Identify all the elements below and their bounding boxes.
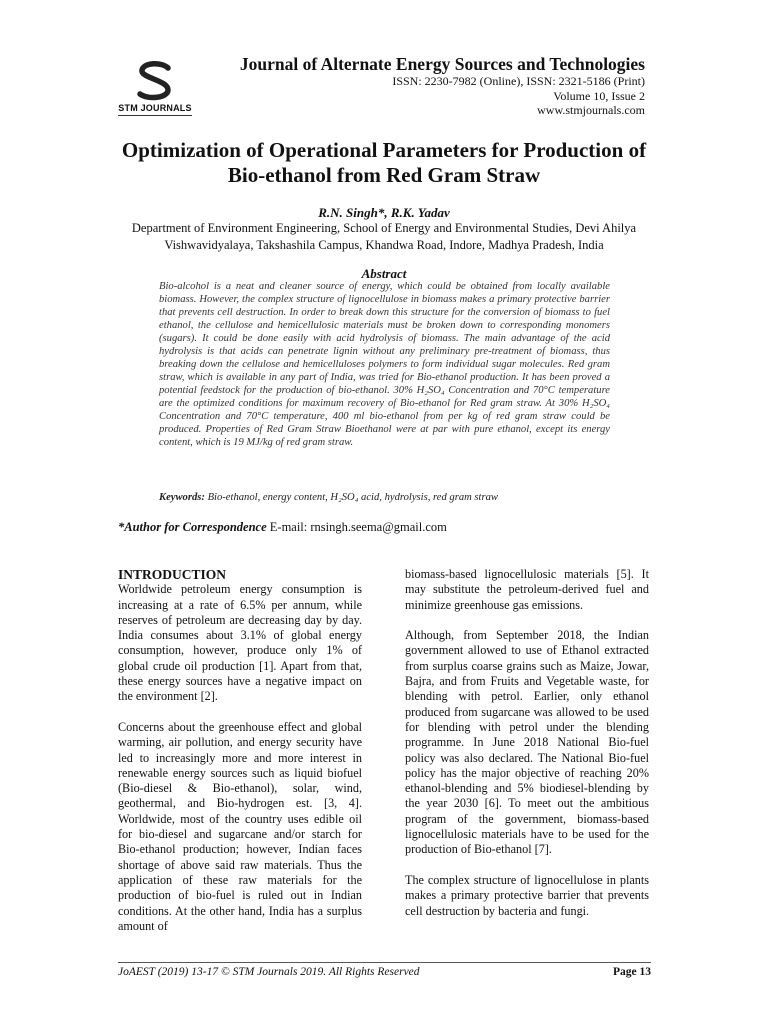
section-heading-introduction: INTRODUCTION xyxy=(118,567,227,582)
stm-s-logo-icon xyxy=(132,60,178,102)
logo-rule xyxy=(118,115,192,116)
paper-title xyxy=(100,138,668,188)
abstract-heading: Abstract xyxy=(361,266,407,281)
journal-volume: Volume 10, Issue 2 xyxy=(553,88,645,103)
journal-website[interactable]: www.stmjournals.com xyxy=(537,103,645,117)
paragraph: Worldwide petroleum energy consumption is increasing at a rate of 6.5% per annum, while reserves of petroleum are decreasing day by day. India consumes about 3.1% of global energy consumption, however, produce only 1% of global crude oil production [1]. Apart from that, these energy sources have a negative impact on the environment [2]. xyxy=(118,582,362,704)
affiliation-line-1: Department of Environment Engineering, School of Energy and Environmental Studies, Devi Ahilya xyxy=(131,221,637,235)
affiliation-line-2: Vishwavidyalaya, Takshashila Campus, Khandwa Road, Indore, Madhya Pradesh, India xyxy=(164,237,604,252)
left-column xyxy=(118,567,362,949)
keywords-text: Bio-ethanol, energy content, H₂SO₄ acid, hydrolysis, red gram straw xyxy=(207,492,498,503)
footer-copyright: JoAEST (2019) 13-17 © STM Journals 2019. All Rights Reserved xyxy=(118,966,420,978)
correspondence-label: *Author for Correspondence xyxy=(118,520,267,534)
page-number: Page 13 xyxy=(612,966,651,978)
paragraph: The complex structure of lignocellulose in plants makes a primary protective barrier that prevents cell destruction by bacteria and fungi. xyxy=(405,872,649,918)
abstract-text: Bio-alcohol is a neat and cleaner source of energy, which could be obtained from locally available biomass. However, the complex structure of lignocellulose in biomass makes a primary protective barrier that prevents cell destruction. In order to break down this structure for the conversion of biomass to fuel ethanol, the cellulose and hemicellulosic materials must be broken down to corresponding monomers (sugars). It could be done easily with acid hydrolysis of biomass. The main advantage of the acid hydrolysis is that acids can penetrate lignin without any preliminary pre-treatment of biomass, thus breaking down the cellulose and hemicelluloses polymers to form individual sugar molecules. Red gram straw, which is available in any part of India, was tried for Bio-ethanol production. It has been proved a potential feedstock for the production of bio-ethanol. 30% H₂SO₄ Concentration and 70°C temperature are the optimized conditions for maximum recovery of Bio-ethanol for Red gram straw. At 30% H₂SO₄ Concentration and 70°C temperature, 400 ml bio-ethanol from per kg of red gram straw could be produced. Properties of Red Gram Straw Bioethanol were at par with pure ethanol, except its energy content, which is 19 MJ/kg of red gram straw. xyxy=(159,281,610,448)
journal-issn: ISSN: 2230-7982 (Online), ISSN: 2321-5186 (Print) xyxy=(392,74,645,88)
correspondence xyxy=(118,520,447,535)
paper-title-line-1: Optimization of Operational Parameters for Production of xyxy=(121,138,647,162)
journal-meta xyxy=(392,74,645,118)
paragraph: biomass-based lignocellulosic materials [5]. It may substitute the petroleum-derived fuel and minimize greenhouse gas emissions. xyxy=(405,567,649,612)
paragraph: Although, from September 2018, the Indian government allowed to use of Ethanol extracted from surplus coarse grains such as Maize, Jowar, Bajra, and from Fruits and Vegetable waste, for blending with petrol. Earlier, only ethanol produced from sugarcane was allowed to be used for blending with petrol under the blending programme. In June 2018 National Bio-fuel policy was also declared. The National Bio-fuel policy has the major objective of reaching 20% ethanol-blending and 5% biodiesel-blending by the year 2030 [6]. To meet out the ambitious program of the government, biomass-based lignocellulosic materials have to be used for the production of Bio-ethanol [7]. xyxy=(405,628,649,857)
authors: R.N. Singh*, R.K. Yadav xyxy=(318,205,450,220)
journal-title: Journal of Alternate Energy Sources and Technologies xyxy=(239,54,645,74)
paper-title-line-2: Bio-ethanol from Red Gram Straw xyxy=(227,163,541,187)
affiliation xyxy=(100,220,668,253)
keywords xyxy=(159,492,619,503)
correspondence-email[interactable]: E-mail: rnsingh.seema@gmail.com xyxy=(269,520,447,534)
right-column xyxy=(405,567,649,934)
stm-journals-logo xyxy=(118,60,192,120)
paragraph: Concerns about the greenhouse effect and global warming, air pollution, and energy security have led to increasingly more and more interest in renewable energy sources such as liquid biofuel (Bio-diesel & Bio-ethanol), solar, wind, geothermal, and Bio-hydrogen est. [3, 4]. Worldwide, most of the country uses edible oil for bio-diesel and sugarcane and/or starch for Bio-ethanol production; however, Indian faces shortage of above said raw materials. Thus the application of these raw materials for the production of bio-fuel is ruled out in Indian conditions. At the other hand, India has a surplus amount of xyxy=(118,719,362,933)
logo-text: STM JOURNALS xyxy=(118,103,192,113)
footer-rule xyxy=(118,962,651,963)
keywords-label: Keywords: xyxy=(159,492,205,503)
